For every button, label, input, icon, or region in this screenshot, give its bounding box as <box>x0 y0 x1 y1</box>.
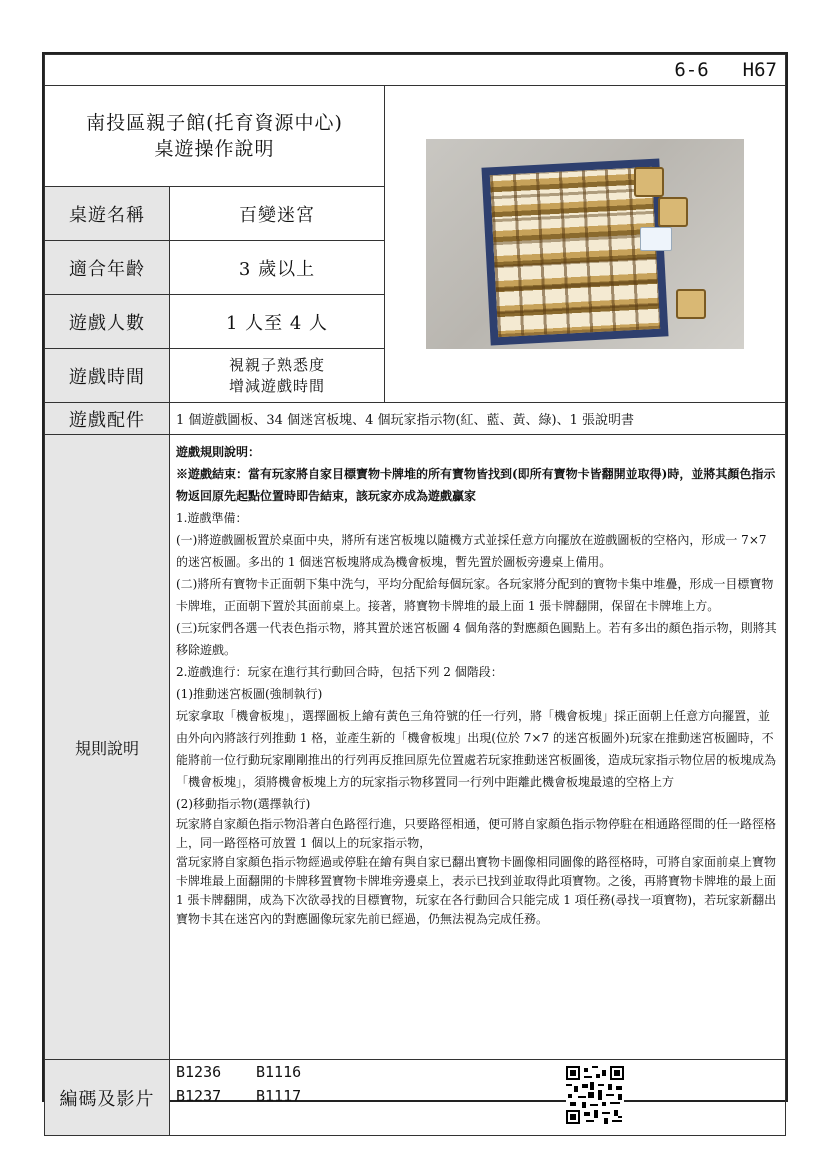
game-board-photo <box>426 139 744 349</box>
rules-prep-2: (二)將所有寶物卡正面朝下集中洗勻，平均分配給每個玩家。各玩家將分配到的寶物卡集中堆疊，形成一目標寶物卡牌堆，正面朝下置於其面前桌上。接著，將寶物卡牌堆的最上面 1 張卡牌翻開，保留在卡牌堆上方。 <box>176 577 774 613</box>
rules-prep-title: 1.遊戲準備： <box>176 511 248 525</box>
instruction-sheet <box>42 52 788 1110</box>
maze-tile-image <box>658 197 688 227</box>
header-codes <box>45 55 786 86</box>
rules-step2-text-2: 當玩家將自家顏色指示物經過或停駐在繪有與自家已翻出寶物卡圖像相同圖像的路徑格時，可將自家面前桌上寶物卡牌堆最上面翻開的卡牌移置寶物卡牌堆旁邊桌上，表示已找到並取得此項寶物。之後，再將寶物卡牌堆的最上面 1 張卡牌翻開，成為下次欲尋找的目標寶物，玩家在各行動回合只能完成 1 項任務(尋找一項寶物)，若玩家新翻出寶物卡其在迷宮內的對應圖像玩家先前已經過，仍無法視為完成任務。 <box>176 855 777 926</box>
parts-value: 1 個遊戲圖板、34 個迷宮板塊、4 個玩家指示物(紅、藍、黃、綠)、1 張說明書 <box>170 403 786 435</box>
codes-row-2 <box>176 1084 785 1108</box>
rules-prep-1: (一)將遊戲圖板置於桌面中央，將所有迷宮板塊以隨機方式並採任意方向擺放在遊戲圖板的空格內，形成一 7×7 的迷宮板圖。多出的 1 個迷宮板塊將成為機會板塊，暫先置於圖板旁邊桌上備用。 <box>176 533 767 569</box>
name-value: 百變迷宮 <box>170 187 385 241</box>
code-b1116: B1116 <box>256 1063 302 1081</box>
rules-prep-3: (三)玩家們各選一代表色指示物，將其置於迷宮板圖 4 個角落的對應顏色圓點上。若有多出的顏色指示物，則將其移除遊戲。 <box>176 621 777 657</box>
code-b1236: B1236 <box>176 1063 222 1081</box>
players-value: 1 人至 4 人 <box>170 295 385 349</box>
title-line2: 桌遊操作說明 <box>154 138 275 160</box>
code-b1237: B1237 <box>176 1087 222 1105</box>
rules-step1-title: (1)推動迷宮板圖(強制執行) <box>176 687 323 701</box>
rules-step2-title: (2)移動指示物(選擇執行) <box>176 797 311 811</box>
players-label: 遊戲人數 <box>45 295 170 349</box>
rules-end-condition: ※遊戲結束：當有玩家將自家目標寶物卡牌堆的所有寶物皆找到(即所有寶物卡皆翻開並取得)時，並將其顏色指示物返回原先起點位置時即告結束，該玩家亦成為遊戲贏家 <box>176 467 776 503</box>
rules-play-title: 2.遊戲進行：玩家在進行其行動回合時，包括下列 2 個階段： <box>176 665 503 679</box>
photo-cell <box>385 86 786 403</box>
rules-label: 規則說明 <box>45 435 170 1060</box>
qr-code-icon[interactable] <box>566 1066 624 1124</box>
age-value: 3 歲以上 <box>170 241 385 295</box>
rules-step2-text-1: 玩家將自家顏色指示物沿著白色路徑行進，只要路徑相通，便可將自家顏色指示物停駐在相通路徑間的任一路徑格上，同一路徑格可放置 1 個以上的玩家指示物， <box>176 817 777 850</box>
title-line1: 南投區親子館(托育資源中心) <box>86 112 343 134</box>
rules-heading: 遊戲規則說明： <box>176 445 261 459</box>
time-value-line1: 視親子熟悉度 <box>228 355 325 374</box>
time-value <box>170 349 385 403</box>
sheet-table <box>44 54 786 1136</box>
treasure-card-image <box>640 227 672 251</box>
rules-step1-text: 玩家拿取「機會板塊」，選擇圖板上繪有黃色三角符號的任一行列，將「機會板塊」採正面朝上任意方向擺置，並由外向內將該行列推動 1 格，並產生新的「機會板塊」出現(位於 7×7 的迷宮板圖外)玩家在推動迷宮板圖時，不能將前一位行動玩家剛剛推出的行列再反推回原先位置處若玩家推動迷宮板圖後，造成玩家指示物位居的板塊成為「機會板塊」，須將機會板塊上方的玩家指示物移置同一行列中距離此機會板塊最遠的空格上方 <box>176 709 777 789</box>
age-label: 適合年齡 <box>45 241 170 295</box>
time-value-line2: 增減遊戲時間 <box>228 376 325 395</box>
parts-label: 遊戲配件 <box>45 403 170 435</box>
time-label: 遊戲時間 <box>45 349 170 403</box>
codes-cell <box>170 1060 786 1136</box>
code-row <box>45 55 786 86</box>
maze-tile-image <box>676 289 706 319</box>
page-title <box>45 86 385 187</box>
maze-tile-image <box>634 167 664 197</box>
code-left: 6-6 <box>674 59 709 81</box>
rules-content <box>170 435 786 1060</box>
code-right: H67 <box>742 59 777 81</box>
codes-row-1 <box>176 1060 785 1084</box>
code-b1117: B1117 <box>256 1087 302 1105</box>
codes-label: 編碼及影片 <box>45 1060 170 1136</box>
name-label: 桌遊名稱 <box>45 187 170 241</box>
